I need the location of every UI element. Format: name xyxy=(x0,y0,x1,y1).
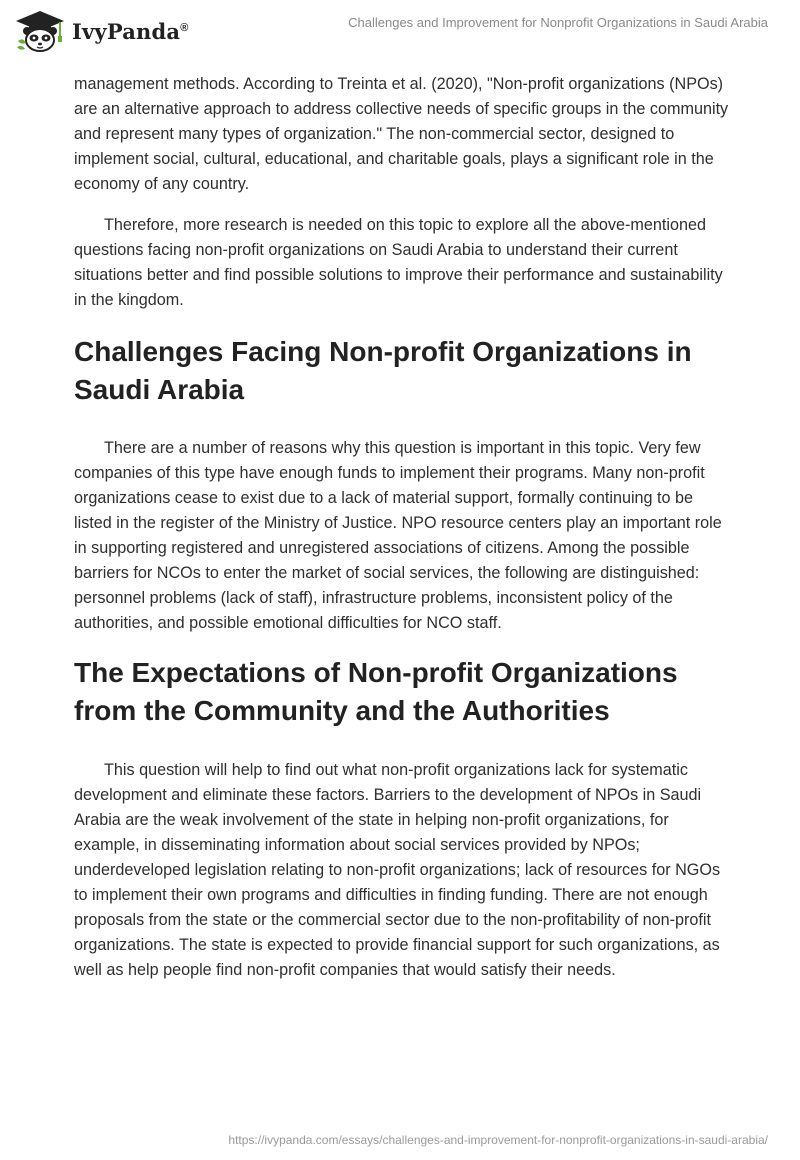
ivypanda-logo[interactable] xyxy=(14,9,189,53)
document-title: Challenges and Improvement for Nonprofit Organizations in Saudi Arabia xyxy=(348,15,768,30)
source-url[interactable]: https://ivypanda.com/essays/challenges-and-improvement-for-nonprofit-organizations-in-saudi-arabia/ xyxy=(228,1133,768,1147)
paragraph: This question will help to find out what non-profit organizations lack for systematic development and eliminate these factors. Barriers to the development of NPOs in Saudi Arabia are the weak involvement of the state in helping non-profit organizations, for example, in disseminating information about social services provided by NPOs; underdeveloped legislation relating to non-profit organizations; lack of resources for NGOs to implement their own programs and difficulties in finding funding. There are not enough proposals from the state or the commercial sector due to the non-profitability of non-profit organizations. The state is expected to provide financial support for such organizations, as well as help people find non-profit companies that would satisfy their needs. xyxy=(74,761,721,979)
page-header xyxy=(0,0,800,62)
paragraph: There are a number of reasons why this question is important in this topic. Very few companies of this type have enough funds to implement their programs. Many non-profit organizations cease to exist due to a lack of material support, formally continuing to be listed in the register of the Ministry of Justice. NPO resource centers play an important role in supporting registered and unregistered associations of citizens. Among the possible barriers for NCOs to enter the market of social services, the following are distinguished: personnel problems (lack of staff), infrastructure problems, inconsistent policy of the authorities, and possible emotional difficulties for NCO staff. xyxy=(74,439,722,632)
registered-mark: ® xyxy=(180,21,189,34)
section-heading: Challenges Facing Non-profit Organizations in Saudi Arabia xyxy=(74,336,692,405)
paragraph: Therefore, more research is needed on this topic to explore all the above-mentioned questions facing non-profit organizations on Saudi Arabia to understand their current situations better and find possible solutions to improve their performance and sustainability in the kingdom. xyxy=(74,216,723,309)
logo-wordmark xyxy=(72,19,189,44)
logo-name: IvyPanda xyxy=(72,18,181,44)
paragraph: management methods. According to Treinta et al. (2020), "Non-profit organizations (NPOs) are an alternative approach to address collective needs of specific groups in the community and represent many types of organization." The non-commercial sector, designed to implement social, cultural, educational, and charitable goals, plays a significant role in the economy of any country. xyxy=(74,75,729,193)
section-heading: The Expectations of Non-profit Organizations from the Community and the Authorities xyxy=(74,657,678,726)
essay-content xyxy=(74,72,734,983)
panda-graduate-icon xyxy=(14,9,66,53)
